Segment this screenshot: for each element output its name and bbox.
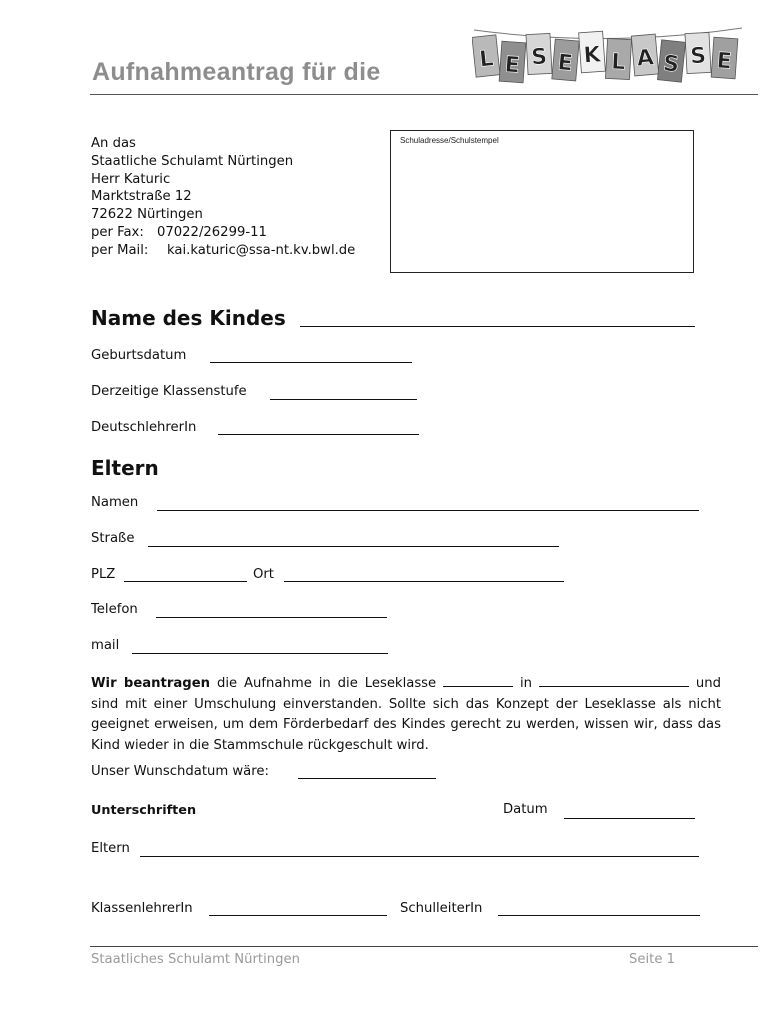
address-line: Staatliche Schulamt Nürtingen: [91, 153, 294, 169]
parents-heading: Eltern: [91, 456, 159, 480]
address-line: Marktstraße 12: [91, 189, 192, 205]
date-label: Datum: [503, 802, 548, 817]
grade-field[interactable]: [270, 399, 417, 400]
mail-label: per Mail:: [91, 242, 149, 258]
logo-letter-card: [472, 35, 500, 77]
stamp-box-label: Schuladresse/Schulstempel: [400, 136, 499, 145]
svg-text:K: K: [582, 42, 602, 69]
svg-text:S: S: [530, 44, 548, 71]
logo-letter-card: [605, 38, 631, 79]
logo-letter-card: [711, 37, 738, 79]
fax-value: 07022/26299-11: [157, 224, 267, 240]
child-name-field[interactable]: [300, 326, 695, 327]
phone-label: Telefon: [91, 602, 138, 617]
request-text-2: sind mit einer Umschulung einverstanden. Sollte sich das Konzept der Leseklasse als nicht geeignet erweisen, um dem Förderbedarf des Kindes gerecht zu werden, wissen wir, dass das Kind wieder in die Stammschule rückgeschult wird.: [91, 696, 721, 753]
fax-label: per Fax:: [91, 224, 144, 240]
svg-text:L: L: [478, 46, 495, 73]
parents-signature-field[interactable]: [140, 856, 699, 857]
recipient-address: [91, 135, 355, 260]
logo-letter-card: [499, 41, 526, 83]
svg-text:L: L: [610, 49, 626, 76]
svg-text:E: E: [556, 50, 574, 77]
logo-letter-card: [579, 31, 606, 73]
logo-letter-card: [526, 33, 552, 74]
zip-field[interactable]: [124, 581, 247, 582]
fax-line: [91, 224, 355, 242]
mail-line: [91, 242, 355, 260]
class-field[interactable]: [443, 674, 513, 687]
request-paragraph: [91, 674, 721, 756]
svg-text:S: S: [661, 51, 681, 78]
principal-signature-field[interactable]: [498, 915, 700, 916]
birthdate-label: Geburtsdatum: [91, 348, 187, 363]
page-number: Seite 1: [629, 952, 676, 967]
logo-letter-card: [552, 39, 579, 81]
logo-letter-card: [631, 34, 658, 76]
logo-letter-card: [657, 40, 685, 82]
page-title: Aufnahmeantrag für die: [92, 58, 381, 86]
phone-field[interactable]: [156, 617, 387, 618]
parent-mail-field[interactable]: [132, 653, 388, 654]
svg-text:A: A: [635, 45, 655, 72]
school-stamp-box[interactable]: [390, 130, 694, 273]
city-label: Ort: [253, 567, 274, 582]
principal-label: SchulleiterIn: [400, 901, 483, 916]
wish-date-field[interactable]: [298, 778, 436, 779]
request-and: und: [695, 676, 721, 691]
street-field[interactable]: [148, 546, 559, 547]
city-field[interactable]: [284, 581, 564, 582]
svg-text:E: E: [715, 48, 733, 75]
footer-left: Staatliches Schulamt Nürtingen: [91, 952, 300, 967]
date-field[interactable]: [564, 818, 695, 819]
address-line: An das: [91, 136, 136, 151]
street-label: Straße: [91, 531, 135, 546]
footer-divider: [90, 946, 758, 947]
request-in: in: [520, 676, 533, 691]
svg-text:S: S: [689, 43, 707, 70]
grade-label: Derzeitige Klassenstufe: [91, 384, 247, 399]
logo-letter-card: [685, 32, 711, 73]
mail-field-label: mail: [91, 638, 120, 653]
parent-names-label: Namen: [91, 495, 139, 510]
class-teacher-signature-field[interactable]: [209, 915, 387, 916]
parent-names-field[interactable]: [157, 510, 699, 511]
address-line: 72622 Nürtingen: [91, 207, 203, 223]
class-teacher-label: KlassenlehrerIn: [91, 901, 193, 916]
request-bold: Wir beantragen: [91, 676, 211, 691]
signatures-heading: Unterschriften: [91, 803, 197, 818]
parents-signature-label: Eltern: [91, 841, 130, 856]
wish-date-label: Unser Wunschdatum wäre:: [91, 764, 269, 779]
request-text-1: die Aufnahme in die Leseklasse: [216, 676, 437, 691]
address-line: Herr Katuric: [91, 171, 171, 187]
title-divider: [90, 94, 758, 95]
child-name-heading: Name des Kindes: [91, 306, 286, 330]
zip-label: PLZ: [91, 567, 116, 582]
svg-text:E: E: [503, 52, 521, 79]
leseklasse-logo: [472, 22, 744, 84]
german-teacher-label: DeutschlehrerIn: [91, 420, 197, 435]
german-teacher-field[interactable]: [218, 434, 419, 435]
birthdate-field[interactable]: [210, 362, 412, 363]
location-field[interactable]: [539, 674, 689, 687]
mail-value: kai.katuric@ssa-nt.kv.bwl.de: [167, 242, 356, 258]
